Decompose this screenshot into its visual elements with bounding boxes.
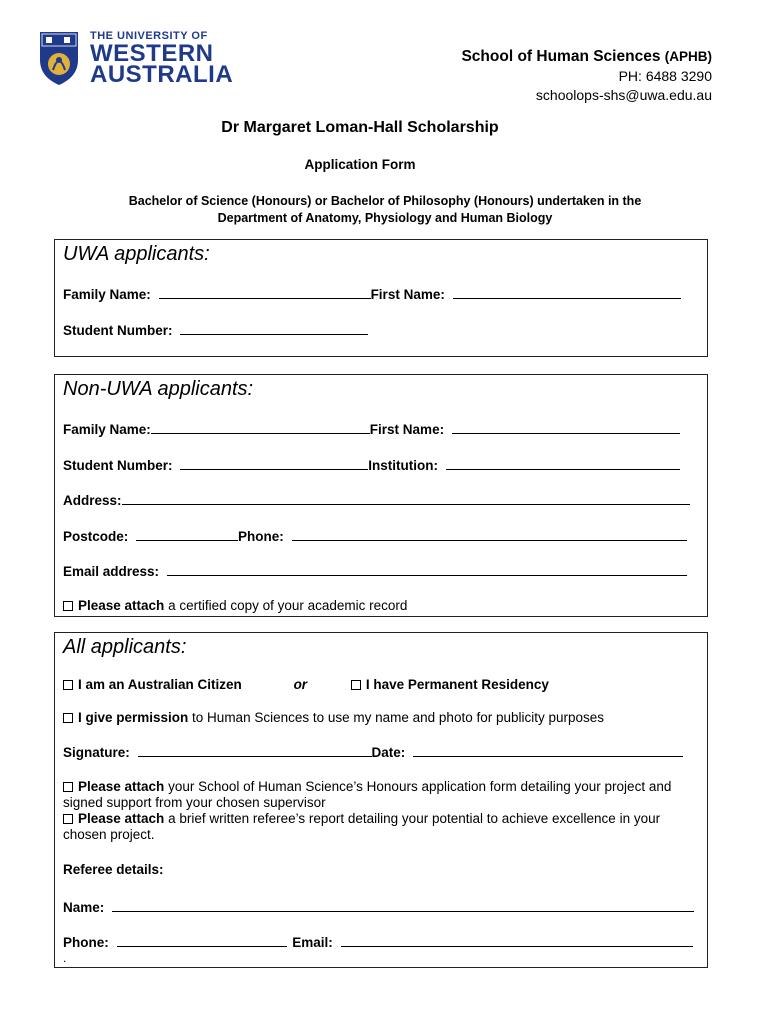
attach-form-checkbox[interactable]	[63, 782, 73, 792]
family-name-label: Family Name:	[63, 287, 151, 302]
degree-description	[0, 193, 770, 227]
attach2-text: a brief written referee’s report detailing your potential to achieve excellence in your chosen project.	[63, 811, 661, 842]
first-name-label: First Name:	[369, 422, 445, 437]
referee-name-field[interactable]	[112, 898, 694, 912]
referee-email-label: Email:	[292, 935, 333, 950]
uwa-applicants-section	[54, 239, 708, 357]
postcode-label: Postcode:	[63, 529, 129, 544]
school-code: (APHB)	[664, 49, 712, 64]
postcode-field[interactable]	[136, 527, 238, 541]
family-name-field[interactable]	[151, 420, 370, 434]
permission-checkbox[interactable]	[63, 713, 73, 723]
attach-bold: Please attach	[78, 598, 165, 613]
academic-record-checkbox[interactable]	[63, 601, 73, 611]
school-name: School of Human Sciences (APHB)	[461, 48, 712, 65]
page-title: Dr Margaret Loman-Hall Scholarship	[221, 119, 499, 136]
referee-email-field[interactable]	[341, 933, 693, 947]
citizen-checkbox[interactable]	[63, 680, 73, 690]
degree-line-1: Bachelor of Science (Honours) or Bachelor of Philosophy (Honours) undertaken in the	[128, 194, 642, 208]
all-heading: All applicants:	[63, 636, 187, 658]
referee-heading: Referee details:	[63, 862, 164, 877]
attach1-bold: Please attach	[78, 779, 165, 794]
signature-field[interactable]	[138, 743, 372, 757]
residency-checkbox[interactable]	[351, 680, 361, 690]
referee-name-label: Name:	[63, 900, 105, 915]
student-number-field[interactable]	[180, 456, 368, 470]
first-name-label: First Name:	[370, 287, 445, 302]
uwa-logo	[38, 30, 234, 88]
school-phone: PH: 6488 3290	[618, 68, 712, 84]
uwa-crest-icon	[38, 30, 80, 86]
logo-line3: AUSTRALIA	[90, 61, 234, 88]
email-field[interactable]	[167, 562, 687, 576]
signature-label: Signature:	[63, 745, 130, 760]
permission-bold: I give permission	[78, 710, 189, 725]
email-label: Email address:	[63, 564, 160, 579]
attach-form-item	[63, 779, 703, 811]
attach-referee-item	[63, 811, 703, 843]
permission-text: to Human Sciences to use my name and photo for publicity purposes	[188, 710, 605, 725]
referee-phone-label: Phone:	[63, 935, 109, 950]
attach2-bold: Please attach	[78, 811, 165, 826]
first-name-field[interactable]	[452, 420, 680, 434]
contact-block	[461, 47, 712, 105]
logo-line2: WESTERN	[90, 40, 214, 67]
referee-phone-field[interactable]	[117, 933, 287, 947]
institution-label: Institution:	[368, 458, 438, 473]
address-label: Address:	[63, 493, 122, 508]
student-number-label: Student Number:	[63, 458, 173, 473]
student-number-field[interactable]	[180, 321, 368, 335]
trailing-dot: .	[63, 951, 67, 965]
family-name-label: Family Name:	[63, 422, 151, 437]
family-name-field[interactable]	[159, 285, 371, 299]
uwa-heading: UWA applicants:	[63, 243, 210, 265]
date-field[interactable]	[413, 743, 683, 757]
attach-text: a certified copy of your academic record	[164, 598, 408, 613]
date-label: Date:	[371, 745, 406, 760]
degree-line-2: Department of Anatomy, Physiology and Human Biology	[217, 211, 553, 225]
phone-label: Phone:	[238, 529, 284, 544]
page-subtitle: Application Form	[304, 157, 416, 172]
first-name-field[interactable]	[453, 285, 681, 299]
student-number-label: Student Number:	[63, 323, 173, 338]
school-email[interactable]: schoolops-shs@uwa.edu.au	[535, 87, 712, 103]
non-uwa-applicants-section	[54, 374, 708, 617]
phone-field[interactable]	[292, 527, 687, 541]
residency-label: I have Permanent Residency	[365, 677, 549, 692]
or-label: or	[293, 677, 308, 692]
institution-field[interactable]	[446, 456, 680, 470]
academic-record-item	[63, 598, 407, 613]
citizen-label: I am an Australian Citizen	[78, 677, 242, 692]
address-field[interactable]	[122, 491, 690, 505]
attach-referee-checkbox[interactable]	[63, 814, 73, 824]
non-uwa-heading: Non-UWA applicants:	[63, 378, 254, 400]
attach1-text: your School of Human Science’s Honours application form detailing your project and signed support from your chosen supervisor	[63, 779, 672, 810]
logo-line1: THE UNIVERSITY OF	[90, 30, 208, 42]
all-applicants-section	[54, 632, 708, 968]
